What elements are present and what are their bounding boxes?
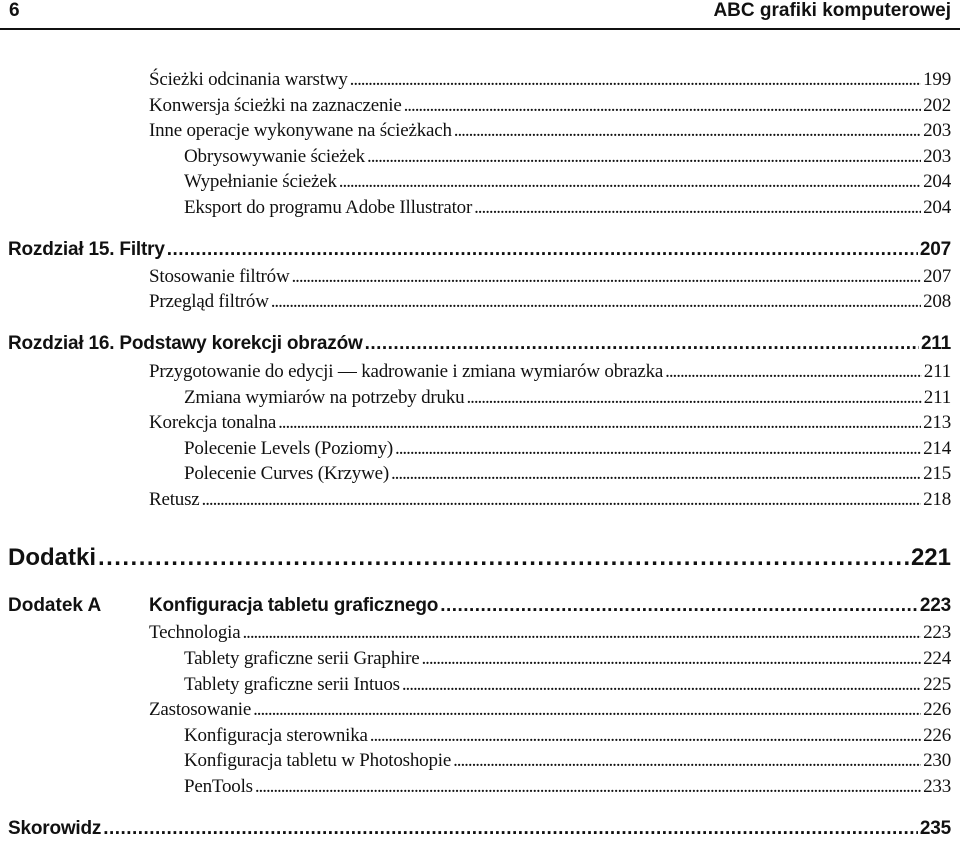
dot-leader [474, 197, 921, 219]
toc-entry [184, 146, 951, 168]
toc-entry-page: 211 [923, 387, 951, 408]
toc-entry-page: 211 [923, 361, 951, 382]
dot-leader [454, 120, 921, 142]
toc-entry-title: Tablety graficzne serii Intuos [184, 674, 400, 695]
toc-entry [149, 69, 951, 91]
dot-leader [404, 95, 922, 117]
toc-entry-title: Obrysowywanie ścieżek [184, 146, 365, 167]
toc-entry-title: Konfiguracja tabletu w Photoshopie [184, 750, 452, 771]
toc-chapter-page: 211 [920, 333, 951, 354]
dot-leader [278, 412, 921, 434]
toc-entry [184, 725, 951, 747]
toc-entry-title: Polecenie Levels (Poziomy) [184, 438, 394, 459]
toc-entry-page: 213 [923, 412, 951, 433]
toc-chapter-page: 207 [919, 239, 951, 260]
dot-leader [242, 622, 921, 644]
dot-leader [253, 699, 921, 721]
toc-entry [184, 750, 951, 772]
toc-entry [149, 291, 951, 313]
toc-chapter-title: Konfiguracja tabletu graficznego [149, 595, 439, 616]
toc-entry-page: 199 [923, 69, 951, 90]
toc-entry-page: 203 [923, 120, 951, 141]
toc-entry [149, 622, 951, 644]
toc-entry-page: 208 [923, 291, 951, 312]
toc-entry [149, 95, 951, 117]
toc-entry-title: Konwersja ścieżki na zaznaczenie [149, 95, 402, 116]
dot-leader [391, 463, 921, 485]
toc-entry [184, 171, 951, 193]
toc-entry [149, 266, 951, 288]
toc-entry-page: 233 [923, 776, 951, 797]
toc-entry [149, 120, 951, 142]
toc-entry-title: Tablety graficzne serii Graphire [184, 648, 420, 669]
toc-chapter [8, 333, 951, 355]
toc-entry [184, 463, 951, 485]
toc-entry-title: Inne operacje wykonywane na ścieżkach [149, 120, 452, 141]
toc-entry-page: 214 [923, 438, 951, 459]
toc-entry-title: Konfiguracja sterownika [184, 725, 368, 746]
toc-entry-title: Polecenie Curves (Krzywe) [184, 463, 389, 484]
toc-entry [184, 438, 951, 460]
toc-entry-page: 224 [923, 648, 951, 669]
toc-entry-page: 225 [923, 674, 951, 695]
toc-entry-title: Eksport do programu Adobe Illustrator [184, 197, 473, 218]
toc-entry-page: 203 [923, 146, 951, 167]
toc-entry-title: PenTools [184, 776, 253, 797]
toc-entry [149, 699, 951, 721]
toc-entry-title: Korekcja tonalna [149, 412, 277, 433]
dot-leader [350, 69, 921, 91]
dot-leader [402, 674, 921, 696]
page-header [0, 0, 960, 30]
dot-leader [255, 776, 921, 798]
toc-entry [149, 412, 951, 434]
dot-leader [271, 291, 921, 313]
toc-chapter [8, 239, 951, 261]
toc-entry-page: 202 [923, 95, 951, 116]
toc-entry [184, 197, 951, 219]
toc-chapter-title: Rozdział 16. Podstawy korekcji obrazów [8, 333, 363, 354]
toc-entry-page: 226 [923, 699, 951, 720]
toc-entry-title: Przegląd filtrów [149, 291, 269, 312]
toc-entry-page: 207 [923, 266, 951, 287]
toc-entry [184, 674, 951, 696]
toc-entry-title: Retusz [149, 489, 200, 510]
toc-entry [184, 776, 951, 798]
dot-leader [367, 146, 921, 168]
toc-entry-page: 230 [923, 750, 951, 771]
toc-chapter [149, 595, 951, 617]
dot-leader [103, 818, 918, 840]
running-title: ABC grafiki komputerowej [713, 0, 951, 21]
toc-entry-page: 204 [923, 197, 951, 218]
toc-chapter-title: Rozdział 15. Filtry [8, 239, 165, 260]
toc-entry-page: 218 [923, 489, 951, 510]
dot-leader [453, 750, 921, 772]
toc-entry-page: 223 [923, 622, 951, 643]
dot-leader [440, 595, 918, 617]
toc-entry-title: Wypełnianie ścieżek [184, 171, 337, 192]
toc-chapter-title: Skorowidz [8, 818, 102, 839]
dot-leader [202, 489, 922, 511]
toc-part [8, 544, 951, 572]
page-number: 6 [9, 0, 20, 21]
toc-entry-title: Stosowanie filtrów [149, 266, 290, 287]
dot-leader [365, 333, 919, 355]
dot-leader [98, 544, 909, 572]
toc-chapter-page: 235 [919, 818, 951, 839]
toc-entry-title: Technologia [149, 622, 241, 643]
toc-chapter-page: 223 [919, 595, 951, 616]
toc-chapter [8, 818, 951, 840]
dot-leader [167, 239, 918, 261]
toc-entry [184, 648, 951, 670]
dot-leader [291, 266, 921, 288]
toc-entry-title: Zastosowanie [149, 699, 252, 720]
toc-entry [149, 361, 951, 383]
toc-part-page: 221 [910, 544, 951, 571]
toc-entry [184, 387, 951, 409]
toc-entry-page: 204 [923, 171, 951, 192]
dot-leader [421, 648, 921, 670]
dot-leader [370, 725, 921, 747]
dot-leader [466, 387, 921, 409]
toc-part-title: Dodatki [8, 544, 97, 571]
dot-leader [395, 438, 921, 460]
appendix-label: Dodatek A [8, 595, 102, 616]
dot-leader [339, 171, 921, 193]
toc-entry-title: Ścieżki odcinania warstwy [149, 69, 348, 90]
toc-entry-page: 226 [923, 725, 951, 746]
toc-entry-title: Przygotowanie do edycji — kadrowanie i zmiana wymiarów obrazka [149, 361, 664, 382]
dot-leader [665, 361, 922, 383]
toc-entry-title: Zmiana wymiarów na potrzeby druku [184, 387, 465, 408]
toc-entry [149, 489, 951, 511]
toc-entry-page: 215 [923, 463, 951, 484]
